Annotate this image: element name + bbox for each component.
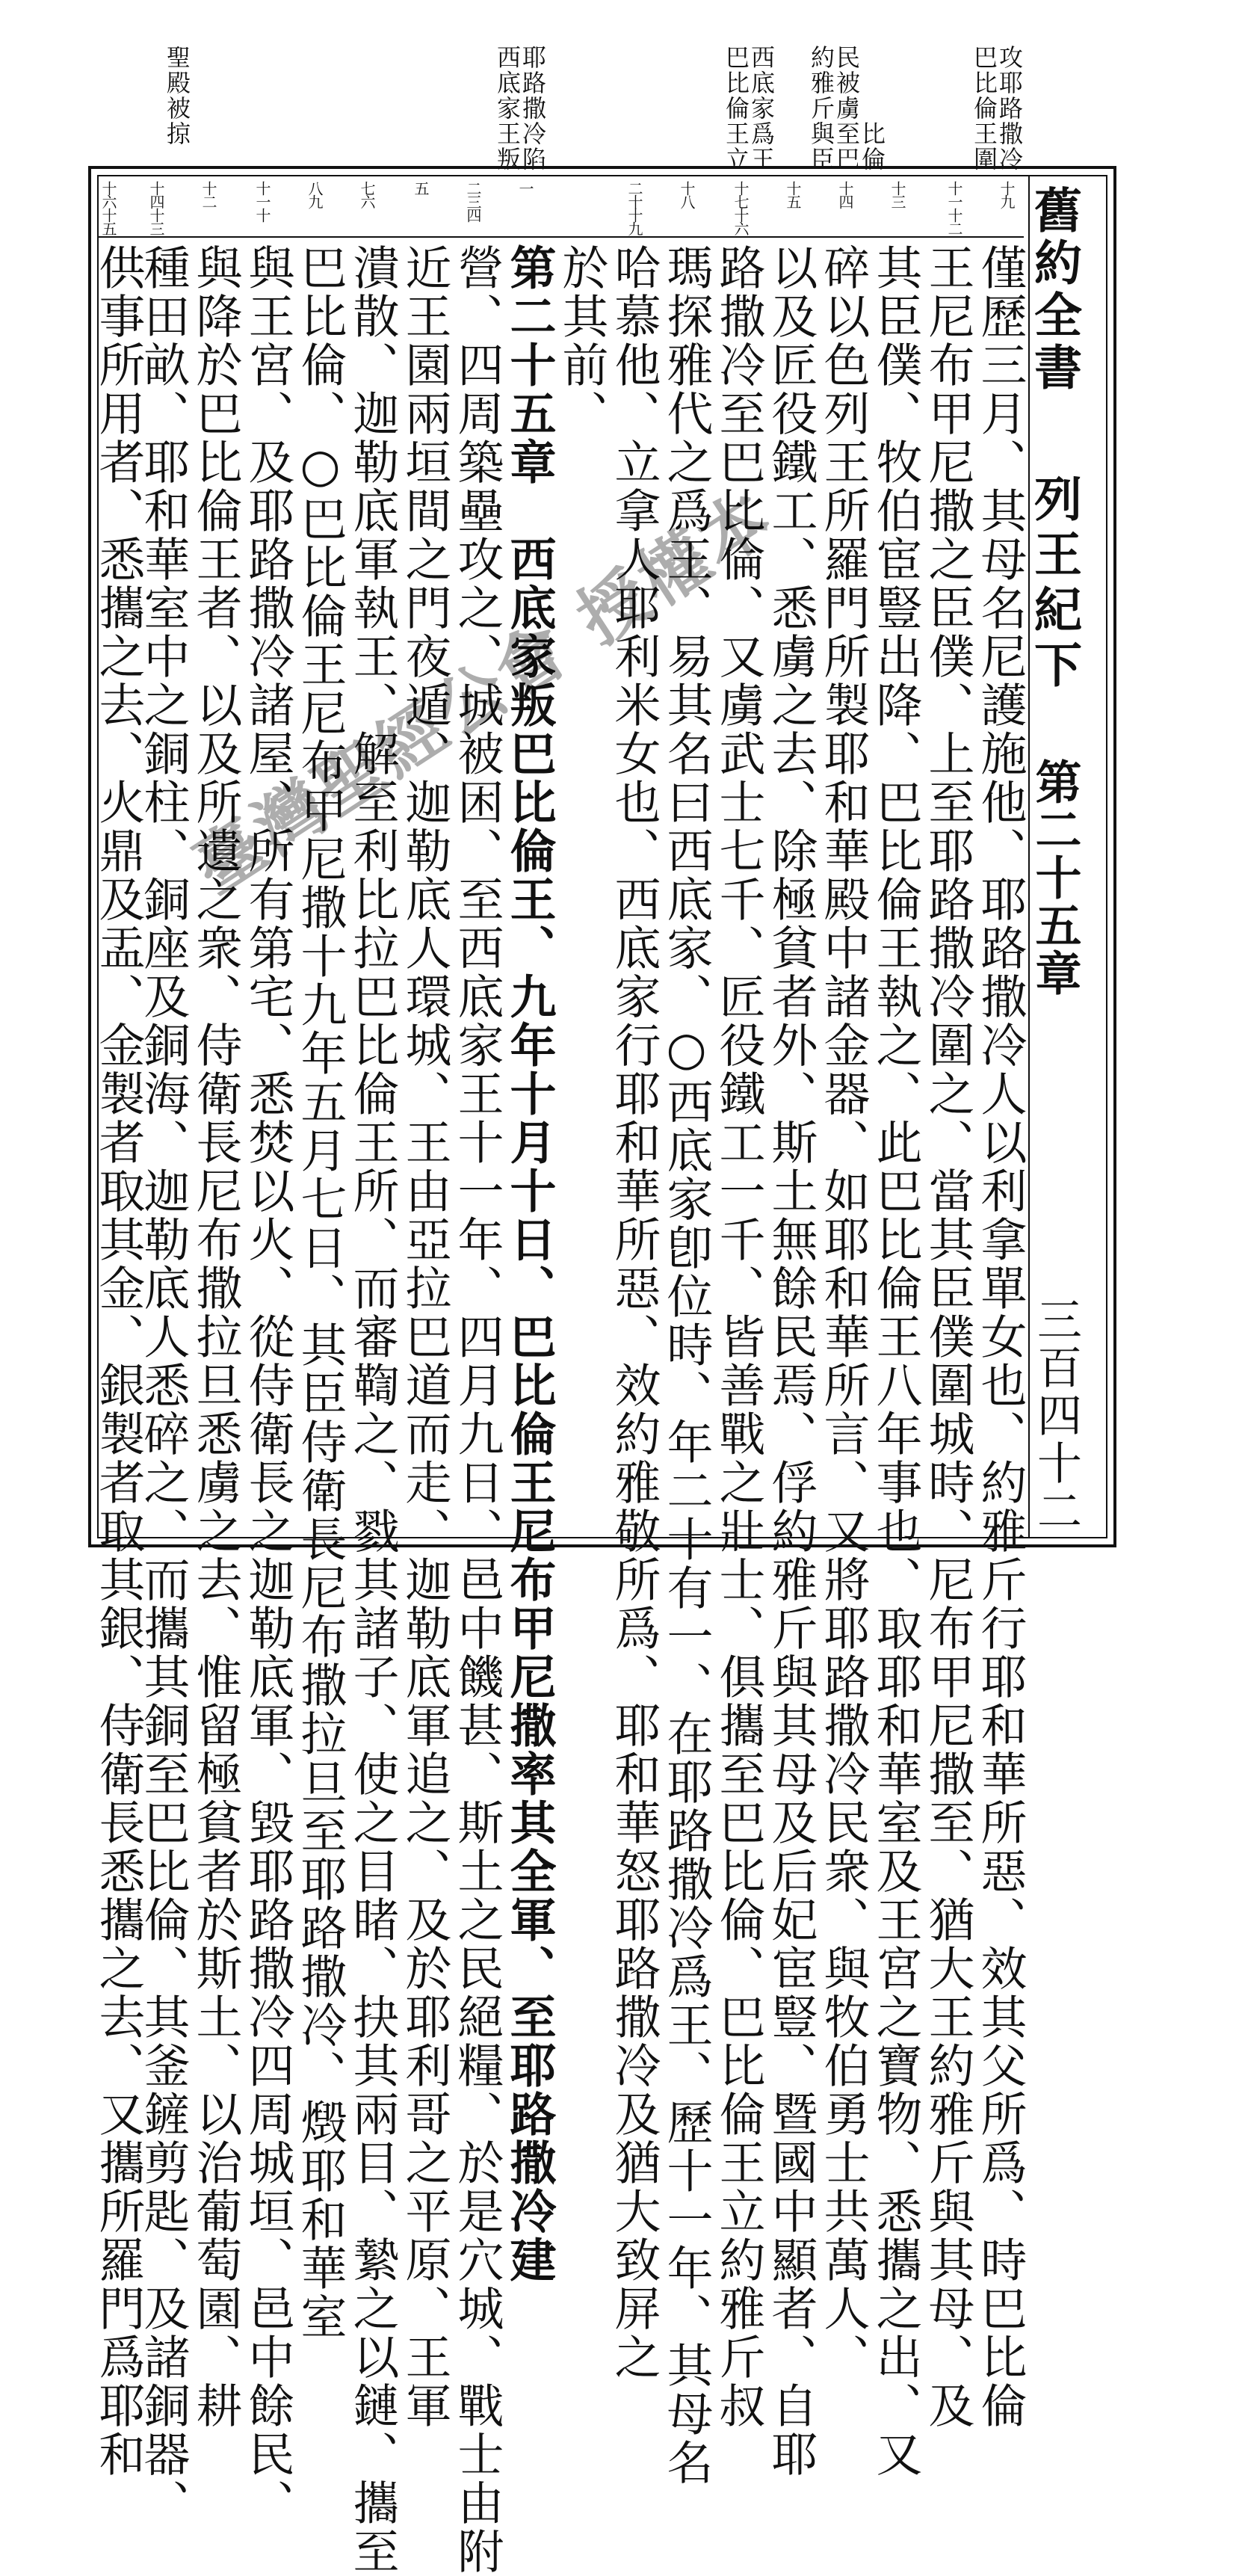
verse-number: 十三 [889,181,906,208]
text-column: 營、四周築壘攻之、城被困、至西底家王十一年、四月九日、邑中饑甚、斯土之民絕糧、於是穴城、戰士由附 [450,244,504,2576]
verse-number: 十六十五 [99,181,117,235]
top-heading-4 [495,45,546,176]
top-heading-5 [164,45,190,151]
text-column: 其臣僕、牧伯宦豎出降、巴比倫王執之、此巴比倫王八年事也、取耶和華室及王宮之寶物、悉攜之出、又 [868,244,923,2479]
top-heading-line: 耶路撒冷陷 [519,45,547,172]
text-column: 瑪探雅代之爲王、易其名曰西底家、○西底家卽位時、年二十有一、在耶路撒冷爲王、歷十一年、其母名 [659,244,714,2487]
verse-number: 二十十九 [625,181,643,235]
verse-number-strip [97,175,1024,238]
verse-number: 十一十二 [945,181,963,235]
verse-number: 十二 [200,181,217,208]
text-column: 近王園兩垣間之門夜遁、迦勒底人環城、王由亞拉巴道而走、迦勒底軍追之、及於耶利哥之平原、王軍 [398,244,452,2430]
top-heading-line: 比倫 [858,121,886,172]
text-column: 哈慕他、立拿人耶利米女也、西底家行耶和華所惡、效約雅敬所爲、耶和華怒耶路撒冷及猶大致屏之 [607,244,661,2382]
verse-number: 十七十六 [732,181,750,235]
text-column: 王尼布甲尼撒之臣僕、上至耶路撒冷圍之、當其臣僕圍城時、尼布甲尼撒至、猶大王約雅斤與其母、及 [921,244,975,2430]
text-column: 僅歷三月、其母名尼護施他、耶路撒冷人以利拿單女也、約雅斤行耶和華所惡、效其父所爲、時巴比倫 [973,244,1028,2430]
top-heading-line: 巴比倫王圍 [970,45,998,172]
top-heading-line: 巴比倫王立 [722,45,750,172]
verse-number: 十四 [836,181,854,208]
top-heading-3 [723,45,774,176]
top-heading-line: 約雅斤與臣 [807,45,835,172]
watermark: 臺灣聖經公會 授權本 [179,475,788,910]
verse-number: 七六 [358,181,376,208]
page-number: 三百四十二 [1030,1296,1082,1535]
verse-number: 十八 [678,181,696,208]
top-heading-2 [809,45,885,176]
text-column: 與降於巴比倫王者、以及所遺之衆、侍衛長尼布撒拉旦悉虜之去、惟留極貧者於斯土、以治葡萄園、耕 [188,244,243,2430]
verse-number: 十九 [998,181,1016,208]
verse-number: 一 [516,181,534,194]
book-title: 舊約全書 [1026,185,1082,395]
text-column: 種田畝、耶和華室中之銅柱、銅座及銅海、迦勒底人悉碎之、而攜其銅至巴比倫、其釜鏟剪匙、及諸銅器、 [136,244,191,2527]
verse-number: 二三四 [464,181,482,221]
text-column: 供事所用者、悉攜之去、火鼎及盂、金製者取其金、銀製者取其銀、侍衛長悉攜之去、又攜所羅門爲耶和 [91,244,146,2479]
text-column: 巴比倫、○巴比倫王尼布甲尼撒十九年五月七日、其臣侍衛長尼布撒拉旦至耶路撒冷、燬耶和華室 [293,244,347,2341]
running-header [1028,175,1107,1538]
book-name: 列王紀下 [1026,474,1082,695]
top-heading-line: 民被虜至巴 [832,45,861,172]
chapter-label: 第二十五章 [1028,758,1082,997]
top-heading-1 [971,45,1022,176]
verse-number: 十四十三 [147,181,165,235]
top-heading-line: 聖殿被掠 [163,45,191,147]
verse-number: 十一十 [253,181,271,221]
text-column: 以及匠役鐵工、悉虜之去、除極貧者外、斯土無餘民焉、俘約雅斤與其母及后妃宦豎、暨國中顯者、自耶 [764,244,818,2479]
verse-number: 五 [412,181,430,194]
top-heading-line: 西底家王叛 [493,45,522,172]
top-heading-line: 攻耶路撒冷 [995,45,1024,172]
top-heading-line: 西底家爲王 [747,45,776,172]
verse-number: 八九 [306,181,324,208]
text-column: 與王宮、及耶路撒冷諸屋、所有第宅、悉焚以火、從侍衛長之迦勒底軍、毀耶路撒冷四周城垣、邑中餘民、 [241,244,295,2527]
text-column: 路撒冷至巴比倫、又虜武士七千、匠役鐵工一千、皆善戰之壯士、俱攜至巴比倫、巴比倫王立約雅斤叔 [711,244,766,2430]
verse-number: 十五 [784,181,802,208]
text-column: 潰散、迦勒底軍執王、解至利比拉巴比倫王所、而審鞫之、戮其諸子、使之目睹、抉其兩目、縶之以鏈、攜至 [345,244,400,2576]
text-column: 碎以色列王所羅門所製耶和華殿中諸金器、如耶和華所言、又將耶路撒冷民衆、與牧伯勇士共萬人、 [816,244,871,2382]
chapter-start-column: 第二十五章 西底家叛巴比倫王、九年十月十日、巴比倫王尼布甲尼撒率其全軍、至耶路撒冷建 [502,244,557,2284]
text-column: 於其前、 [554,244,609,438]
